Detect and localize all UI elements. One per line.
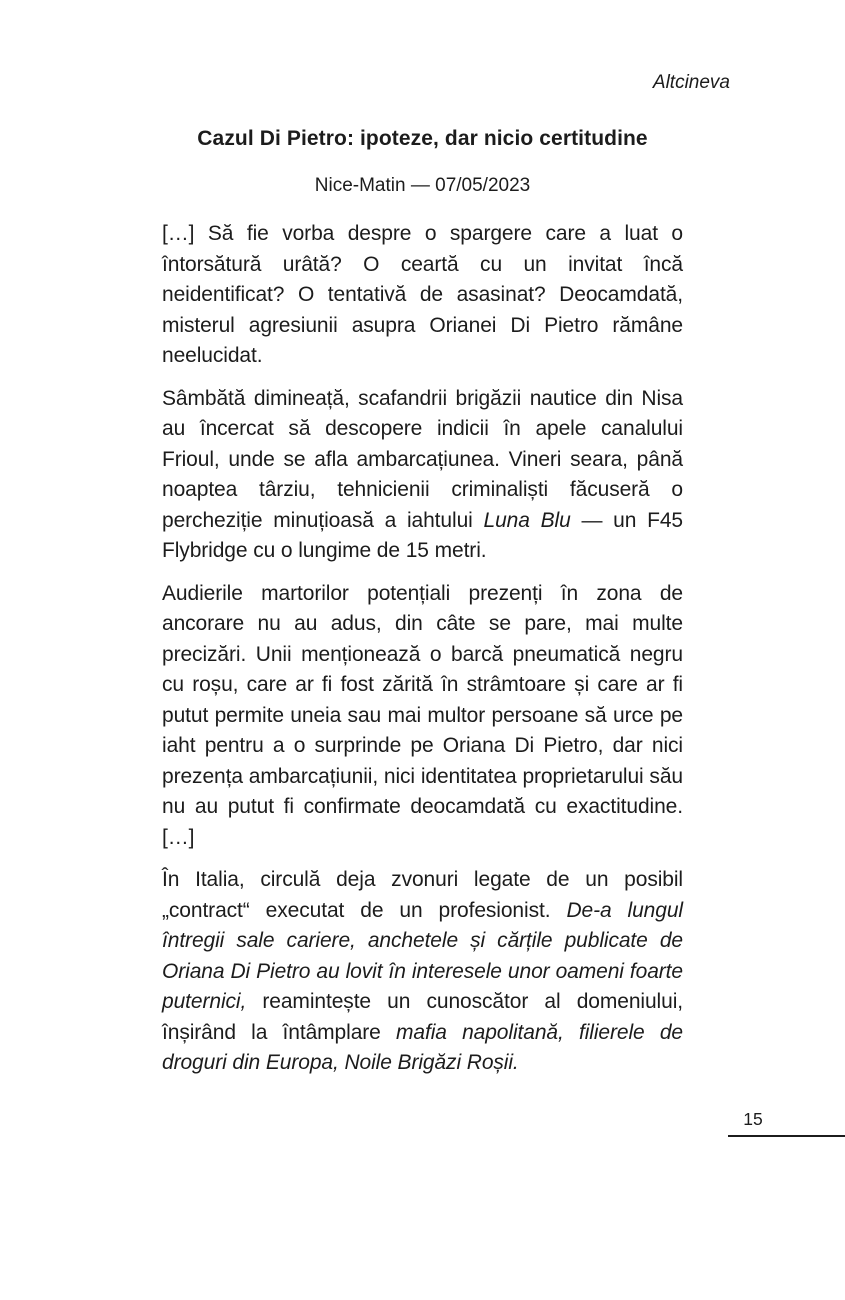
body-paragraph xyxy=(162,384,683,567)
italic-text-run: mafia napolitană, filierele de droguri din Europa, Noile Brigăzi Roșii. xyxy=(162,1020,683,1074)
italic-text-run: De-a lungul întregii sale cariere, anchetele și cărțile publicate de Oriana Di Pietro au lovit în interesele unor oameni foarte puternici, xyxy=(162,898,683,1013)
body-paragraph xyxy=(162,865,683,1079)
text-run: reamintește un cunoscător al domeniului, înșirând la întâmplare xyxy=(162,990,683,1044)
text-run: — un F45 Flybridge cu o lungime de 15 metri. xyxy=(162,508,684,562)
text-run: Sâmbătă dimineață, scafandrii brigăzii nautice din Nisa au încercat să descopere indicii în apele canalului Frioul, unde se afla ambarcațiunea. Vineri seara, până noaptea târziu, tehnicienii criminaliști făcuseră o percheziție minuțioasă a iahtului xyxy=(162,386,683,532)
body-paragraph xyxy=(162,219,683,372)
body-paragraph xyxy=(162,579,683,854)
text-run: Audierile martorilor potențiali prezenți în zona de ancorare nu au adus, din câte se pare, mai multe precizări. Unii menționează o barcă pneumatică negru cu roșu, care ar fi fost zărită în strâmtoare și care ar fi putut permite uneia sau mai multor persoane să urce pe iaht pentru a o surprinde pe Oriana Di Pietro, dar nici prezența ambarcațiunii, nici identitatea proprietarului său nu au putut fi confirmate deocamdată cu exactitudine. […] xyxy=(162,581,683,849)
text-run: […] Să fie vorba despre o spargere care a luat o întorsătură urâtă? O ceartă cu un invitat încă neidentificat? O tentativă de asasinat? Deocamdată, misterul agresiunii asupra Orianei Di Pietro rămâne neelucidat. xyxy=(162,222,683,367)
article-title: Cazul Di Pietro: ipoteze, dar nicio certitudine xyxy=(197,127,648,150)
article-content xyxy=(162,127,683,1091)
footer-rule xyxy=(728,1135,845,1137)
running-header: Altcineva xyxy=(652,72,730,93)
article-body xyxy=(162,219,683,1079)
article-dateline: Nice-Matin — 07/05/2023 xyxy=(314,175,531,196)
text-run: În Italia, circulă deja zvonuri legate de un posibil „contract“ executat de un profesionist. xyxy=(162,868,683,922)
page-number: 15 xyxy=(743,1109,763,1129)
italic-text-run: Luna Blu xyxy=(483,508,571,532)
